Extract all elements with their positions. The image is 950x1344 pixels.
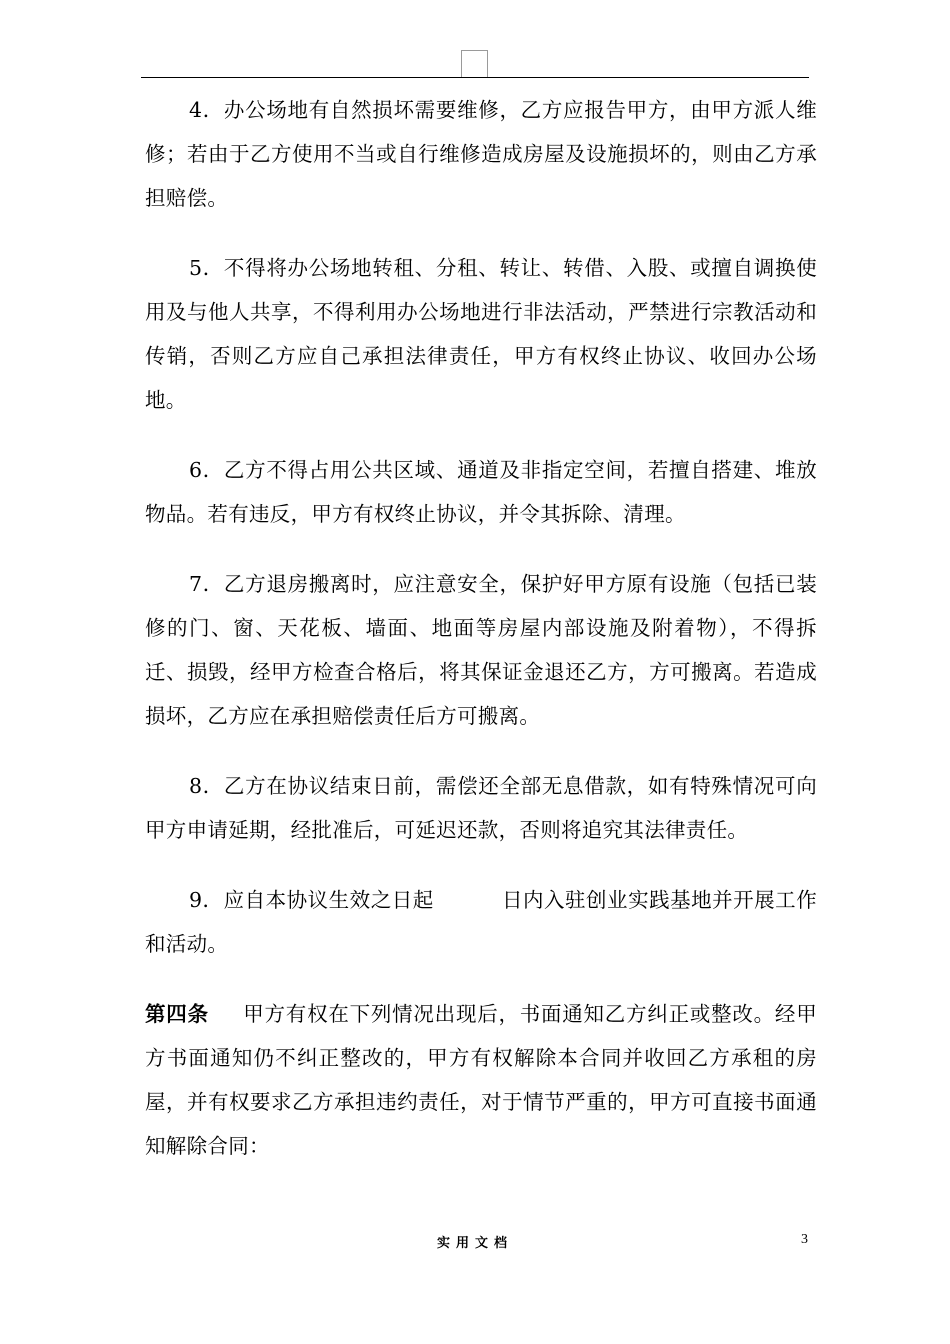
- clause-9: [145, 878, 817, 966]
- paragraph-gap: [145, 738, 817, 764]
- article-4: [145, 992, 817, 1168]
- article-4-label: 第四条: [145, 1002, 209, 1026]
- clause-7: 7．乙方退房搬离时，应注意安全，保护好甲方原有设施（包括已装修的门、窗、天花板、墙面、地面等房屋内部设施及附着物），不得拆迁、损毁，经甲方检查合格后，将其保证金退还乙方，方可搬离。若造成损坏，乙方应在承担赔偿责任后方可搬离。: [145, 572, 817, 728]
- clause-6: 6．乙方不得占用公共区域、通道及非指定空间，若擅自搭建、堆放物品。若有违反，甲方有权终止协议，并令其拆除、清理。: [145, 458, 817, 526]
- header-rule: [141, 77, 809, 78]
- paragraph-gap: [145, 966, 817, 992]
- paragraph-gap: [145, 220, 817, 246]
- footer-title: 实用文档: [436, 1236, 513, 1251]
- header-marker-box: [461, 50, 488, 77]
- page-number: 3: [801, 1232, 808, 1247]
- clause-9-before-blank: 9．应自本协议生效之日起: [189, 888, 434, 912]
- paragraph-gap: [145, 536, 817, 562]
- document-body: [145, 88, 817, 1168]
- clause-8: 8．乙方在协议结束日前，需偿还全部无息借款，如有特殊情况可向甲方申请延期，经批准后，可延迟还款，否则将追究其法律责任。: [145, 774, 817, 842]
- clause-4: 4．办公场地有自然损坏需要维修，乙方应报告甲方，由甲方派人维修；若由于乙方使用不当或自行维修造成房屋及设施损坏的，则由乙方承担赔偿。: [145, 98, 817, 210]
- paragraph-gap: [145, 422, 817, 448]
- article-4-text: 甲方有权在下列情况出现后，书面通知乙方纠正或整改。经甲方书面通知仍不纠正整改的，甲方有权解除本合同并收回乙方承租的房屋，并有权要求乙方承担违约责任，对于情节严重的，甲方可直接书面通知解除合同：: [145, 1002, 817, 1158]
- clause-9-after-blank: 日内入驻创业实践基地并开展工作和活动。: [145, 888, 817, 956]
- clause-5: 5．不得将办公场地转租、分租、转让、转借、入股、或擅自调换使用及与他人共享，不得利用办公场地进行非法活动，严禁进行宗教活动和传销，否则乙方应自己承担法律责任，甲方有权终止协议、收回办公场地。: [145, 256, 817, 412]
- paragraph-gap: [145, 852, 817, 878]
